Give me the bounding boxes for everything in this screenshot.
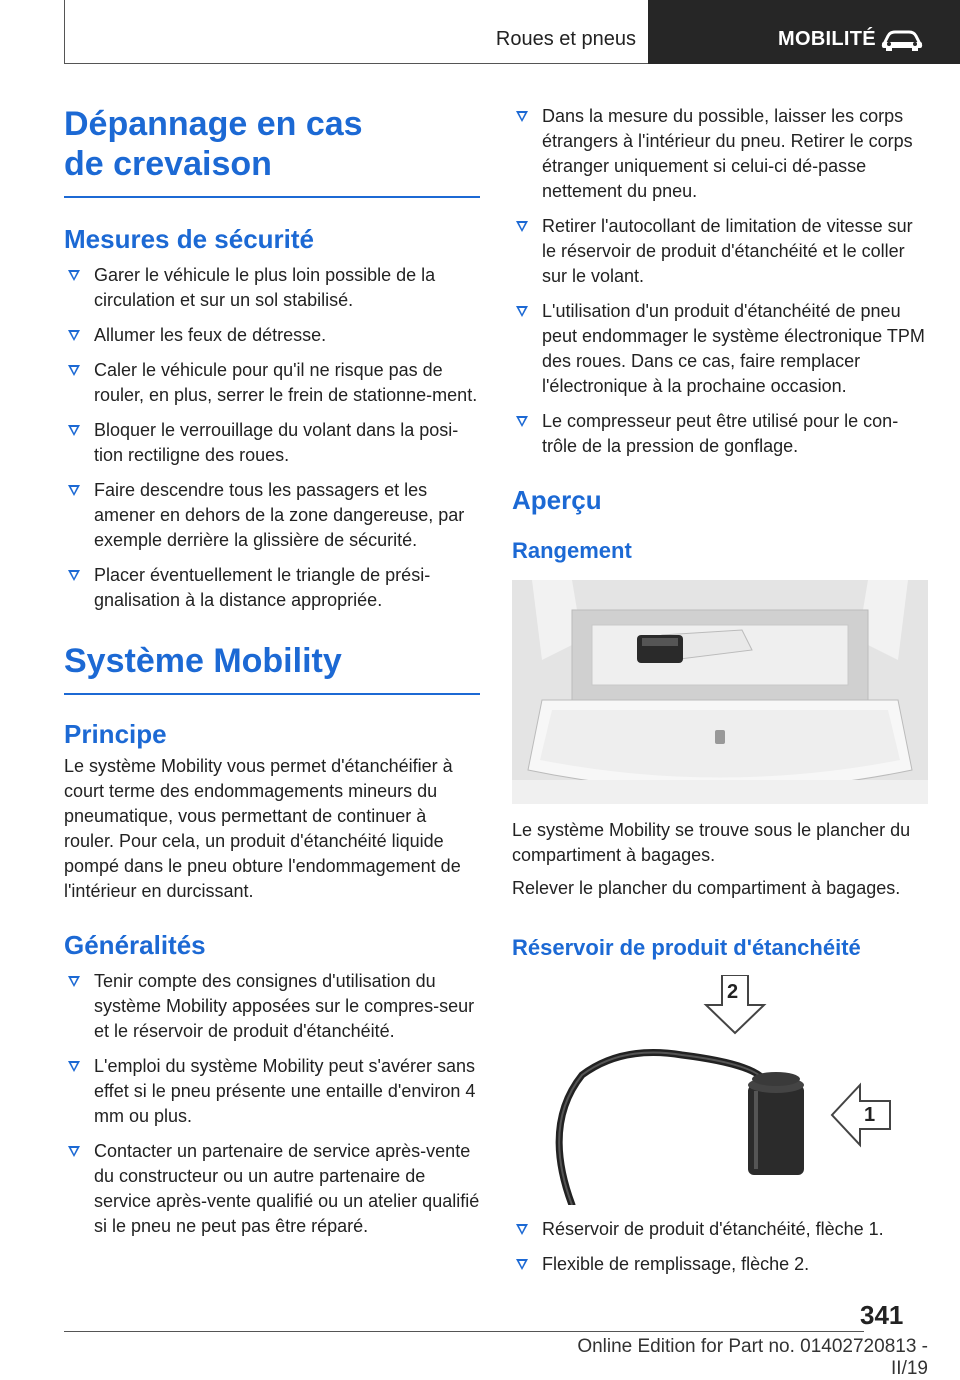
list-item-text: Tenir compte des consignes d'utilisation du système Mobility apposées sur le compres-seur et le réservoir de produit d'étanchéité. bbox=[94, 971, 475, 1041]
list-item-text: Dans la mesure du possible, laisser les corps étrangers à l'intérieur du pneu. Retirer le corps étranger uniquement si celui-ci dé-passe nettement du pneu. bbox=[542, 106, 913, 201]
overview-heading: Aperçu bbox=[512, 485, 602, 515]
principle-text: Le système Mobility vous permet d'étanchéifier à court terme des endommagements mineurs du pneumatique, vous permettant de continuer à rouler. Pour cela, un produit d'étanchéité liquide pompé dans le pneu obture l'endommagement de l'intérieur en durcissant. bbox=[64, 756, 461, 901]
list-item-text: Bloquer le verrouillage du volant dans la posi-tion rectiligne des roues. bbox=[94, 420, 459, 465]
arrow-label-2: 2 bbox=[727, 981, 739, 1003]
list-item bbox=[64, 1054, 480, 1129]
chapter-tab-label: MOBILITÉ bbox=[778, 28, 876, 50]
bullet-triangle-icon bbox=[68, 1061, 80, 1072]
storage-text-2: Relever le plancher du compartiment à bagages. bbox=[512, 878, 901, 898]
list-item bbox=[512, 104, 928, 204]
bullet-triangle-icon bbox=[516, 221, 528, 232]
safety-list bbox=[64, 263, 480, 613]
bullet-triangle-icon bbox=[68, 425, 80, 436]
list-item bbox=[512, 1252, 928, 1277]
list-item bbox=[512, 409, 928, 459]
header-baseline bbox=[64, 63, 649, 64]
list-item-text: Retirer l'autocollant de limitation de vitesse sur le réservoir de produit d'étanchéité et le coller sur le volant. bbox=[542, 216, 913, 286]
list-item-text: Flexible de remplissage, flèche 2. bbox=[542, 1254, 810, 1274]
repair-list bbox=[512, 104, 928, 459]
list-item bbox=[512, 299, 928, 399]
list-item bbox=[64, 563, 480, 613]
principle-heading: Principe bbox=[64, 719, 167, 749]
footer-rule bbox=[64, 1331, 864, 1332]
bullet-triangle-icon bbox=[516, 1259, 528, 1270]
mobility-title: Système Mobility bbox=[64, 642, 342, 680]
reservoir-illustration bbox=[512, 975, 928, 1205]
bullet-triangle-icon bbox=[68, 485, 80, 496]
bullet-triangle-icon bbox=[68, 1146, 80, 1157]
list-item-text: Caler le véhicule pour qu'il ne risque pas de rouler, en plus, serrer le frein de stationne-ment. bbox=[94, 360, 478, 405]
mobility-rule bbox=[64, 693, 480, 695]
list-item-text: Placer éventuellement le triangle de prési-gnalisation à la distance appropriée. bbox=[94, 565, 431, 610]
trunk-illustration bbox=[512, 580, 928, 804]
list-item bbox=[64, 969, 480, 1044]
general-heading: Généralités bbox=[64, 930, 206, 960]
reservoir-list bbox=[512, 1217, 928, 1277]
bullet-triangle-icon bbox=[68, 365, 80, 376]
list-item-text: Faire descendre tous les passagers et les amener en dehors de la zone dangereuse, par exemple derrière la glissière de sécurité. bbox=[94, 480, 465, 550]
storage-text-1: Le système Mobility se trouve sous le plancher du compartiment à bagages. bbox=[512, 820, 911, 865]
arrow-label-1: 1 bbox=[864, 1104, 876, 1126]
title-rule bbox=[64, 196, 480, 198]
reservoir-heading: Réservoir de produit d'étanchéité bbox=[512, 935, 861, 960]
list-item bbox=[64, 323, 480, 348]
list-item-text: Garer le véhicule le plus loin possible de la circulation et sur un sol stabilisé. bbox=[94, 265, 436, 310]
general-list bbox=[64, 969, 480, 1239]
list-item bbox=[64, 358, 480, 408]
header-section-title: Roues et pneus bbox=[495, 28, 636, 50]
list-item bbox=[512, 1217, 928, 1242]
list-item-text: L'emploi du système Mobility peut s'avérer sans effet si le pneu présente une entaille d'environ 4 mm ou plus. bbox=[94, 1056, 476, 1126]
trunk-photo bbox=[512, 580, 928, 804]
list-item bbox=[64, 263, 480, 313]
car-icon bbox=[880, 28, 924, 52]
reservoir-figure bbox=[512, 975, 928, 1205]
safety-heading: Mesures de sécurité bbox=[64, 224, 315, 254]
list-item-text: L'utilisation d'un produit d'étanchéité de pneu peut endommager le système électronique TPM des roues. Dans ce cas, faire remplacer l'électronique à la prochaine occasion. bbox=[542, 301, 925, 396]
list-item bbox=[64, 418, 480, 468]
bullet-triangle-icon bbox=[68, 976, 80, 987]
list-item-text: Réservoir de produit d'étanchéité, flèche 1. bbox=[542, 1219, 884, 1239]
right-column bbox=[512, 104, 928, 1287]
list-item bbox=[64, 1139, 480, 1239]
bullet-triangle-icon bbox=[516, 111, 528, 122]
list-item-text: Contacter un partenaire de service après-vente du constructeur ou un autre partenaire de service après-vente qualifié ou un atelier qualifié si le pneu ne peut pas être réparé. bbox=[94, 1141, 480, 1236]
storage-heading: Rangement bbox=[512, 538, 632, 563]
list-item bbox=[64, 478, 480, 553]
bullet-triangle-icon bbox=[68, 570, 80, 581]
left-column bbox=[64, 104, 480, 1249]
list-item bbox=[512, 214, 928, 289]
footer-edition: Online Edition for Part no. 01402720813 - II/19 bbox=[577, 1336, 928, 1379]
header-chapter-tab[interactable] bbox=[648, 0, 960, 64]
bullet-triangle-icon bbox=[68, 270, 80, 281]
bullet-triangle-icon bbox=[516, 416, 528, 427]
list-item-text: Allumer les feux de détresse. bbox=[94, 325, 327, 345]
bullet-triangle-icon bbox=[516, 306, 528, 317]
page-number: 341 bbox=[860, 1300, 904, 1330]
bullet-triangle-icon bbox=[516, 1224, 528, 1235]
page-title: Dépannage en cas de crevaison bbox=[64, 105, 363, 183]
bullet-triangle-icon bbox=[68, 330, 80, 341]
list-item-text: Le compresseur peut être utilisé pour le con-trôle de la pression de gonflage. bbox=[542, 411, 899, 456]
